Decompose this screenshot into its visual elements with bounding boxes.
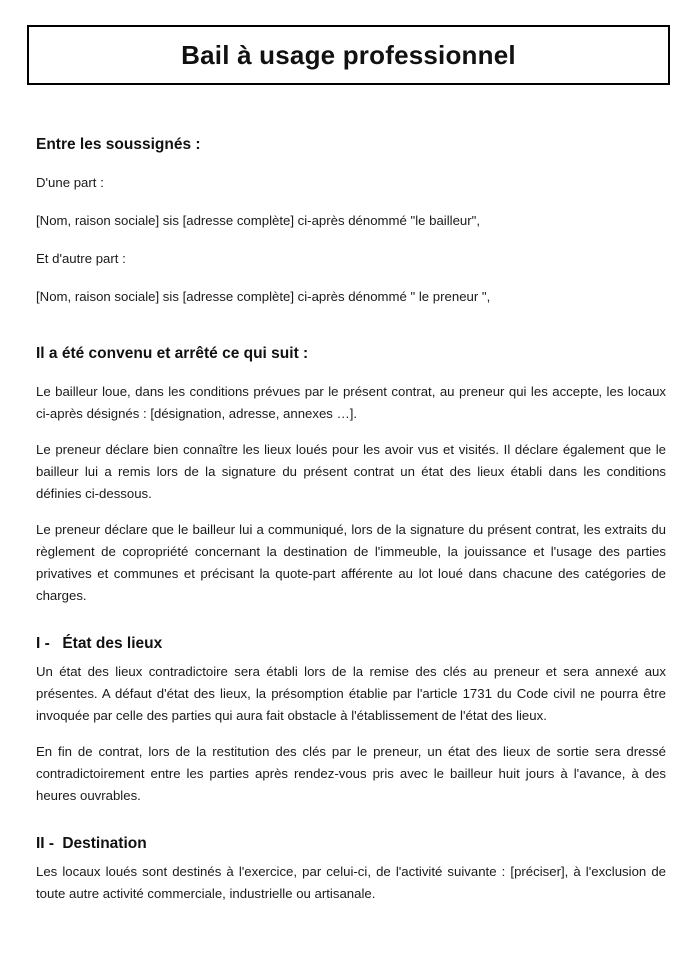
section-number: I -: [36, 635, 50, 652]
agreement-paragraph: Le preneur déclare bien connaître les lieux loués pour les avoir vus et visités. Il déclare également que le bailleur lui a remis lors de la signature du présent contrat un état des lieux établi dans les conditions définies ci-dessous.: [36, 442, 666, 501]
agreement-paragraph: Le preneur déclare que le bailleur lui a communiqué, lors de la signature du présent contrat, les extraits du règlement de copropriété concernant la destination de l'immeuble, la jouissance et l'usage des parties privatives et communes et précisant la quote-part afférente au lot loué dans chacune des catégories de charges.: [36, 522, 666, 603]
section-paragraph: Un état des lieux contradictoire sera établi lors de la remise des clés au preneur et sera annexé aux présentes. A défaut d'état des lieux, la présomption établie par l'article 1731 du Code civil ne pourra être invoquée par celle des parties qui aura fait obstacle à l'établissement de l'état des lieux.: [36, 664, 666, 723]
document-title-box: [27, 25, 670, 85]
first-party-label: D'une part :: [36, 175, 104, 190]
second-party-label: Et d'autre part :: [36, 251, 126, 266]
section-paragraph: Les locaux loués sont destinés à l'exercice, par celui-ci, de l'activité suivante : [préciser], à l'exclusion de toute autre activité commerciale, industrielle ou artisanale.: [36, 864, 666, 901]
section-title: État des lieux: [62, 635, 163, 652]
parties-heading: Entre les soussignés :: [36, 136, 201, 153]
agreement-heading: Il a été convenu et arrêté ce qui suit :: [36, 345, 309, 362]
section-title: Destination: [62, 835, 147, 852]
second-party-text: [Nom, raison sociale] sis [adresse complète] ci-après dénommé " le preneur ",: [36, 289, 491, 304]
section-heading-destination: [36, 835, 666, 853]
section-heading-etat-des-lieux: [36, 635, 666, 653]
section-paragraph: En fin de contrat, lors de la restitution des clés par le preneur, un état des lieux de sortie sera dressé contradictoirement entre les parties après rendez-vous pris avec le bailleur huit jours à l'avance, à des heures ouvrables.: [36, 744, 666, 803]
document-body: [36, 136, 666, 905]
section-number: II -: [36, 835, 55, 852]
agreement-paragraph: Le bailleur loue, dans les conditions prévues par le présent contrat, au preneur qui les accepte, les locaux ci-après désignés : [désignation, adresse, annexes …].: [36, 384, 666, 421]
document-title: Bail à usage professionnel: [181, 39, 516, 70]
first-party-text: [Nom, raison sociale] sis [adresse complète] ci-après dénommé "le bailleur",: [36, 213, 481, 228]
